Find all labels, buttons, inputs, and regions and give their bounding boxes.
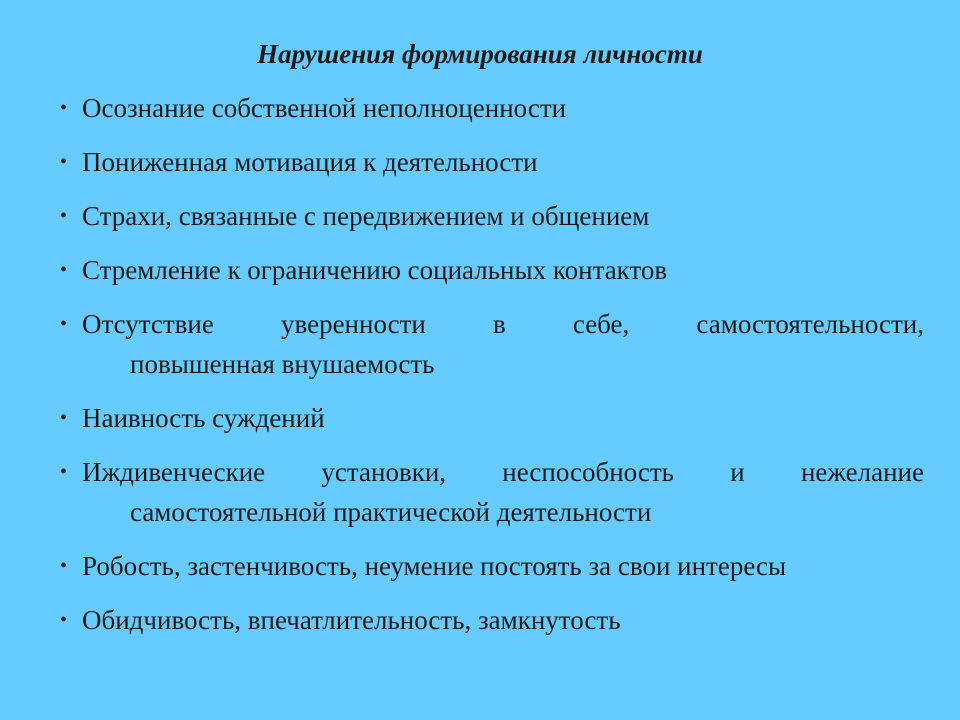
list-item-text: Страхи, связанные с передвижением и общением xyxy=(82,201,650,231)
list-item-text: Робость, застенчивость, неумение постоять за свои интересы xyxy=(82,551,787,581)
bullet-icon: • xyxy=(60,259,68,281)
slide-title: Нарушения формирования личности xyxy=(257,39,703,69)
list-item xyxy=(60,546,924,586)
list-item-text: Пониженная мотивация к деятельности xyxy=(82,147,538,177)
list-item xyxy=(60,452,924,532)
list-item xyxy=(60,196,924,236)
list-item-text xyxy=(82,452,924,532)
list-item-line: Иждивенческие установки, неспособность и нежелание xyxy=(82,457,924,487)
bullet-icon: • xyxy=(60,461,68,483)
bullet-icon: • xyxy=(60,205,68,227)
list-item xyxy=(60,304,924,384)
list-item-text: Наивность суждений xyxy=(82,403,325,433)
bullet-icon: • xyxy=(60,97,68,119)
list-item xyxy=(60,142,924,182)
list-item-continuation: самостоятельной практической деятельности xyxy=(130,497,652,527)
list-item-text xyxy=(82,304,924,384)
bullet-icon: • xyxy=(60,609,68,631)
list-item xyxy=(60,398,924,438)
list-item-text: Стремление к ограничению социальных контактов xyxy=(82,255,668,285)
list-item xyxy=(60,250,924,290)
list-item-line: Отсутствие уверенности в себе, самостоятельности, xyxy=(82,309,924,339)
bullet-list xyxy=(60,88,924,654)
bullet-icon: • xyxy=(60,151,68,173)
bullet-icon: • xyxy=(60,555,68,577)
list-item-text: Обидчивость, впечатлительность, замкнутость xyxy=(82,605,621,635)
list-item xyxy=(60,88,924,128)
list-item-continuation: повышенная внушаемость xyxy=(130,349,435,379)
list-item-text: Осознание собственной неполноценности xyxy=(82,93,567,123)
list-item xyxy=(60,600,924,640)
bullet-icon: • xyxy=(60,407,68,429)
bullet-icon: • xyxy=(60,313,68,335)
